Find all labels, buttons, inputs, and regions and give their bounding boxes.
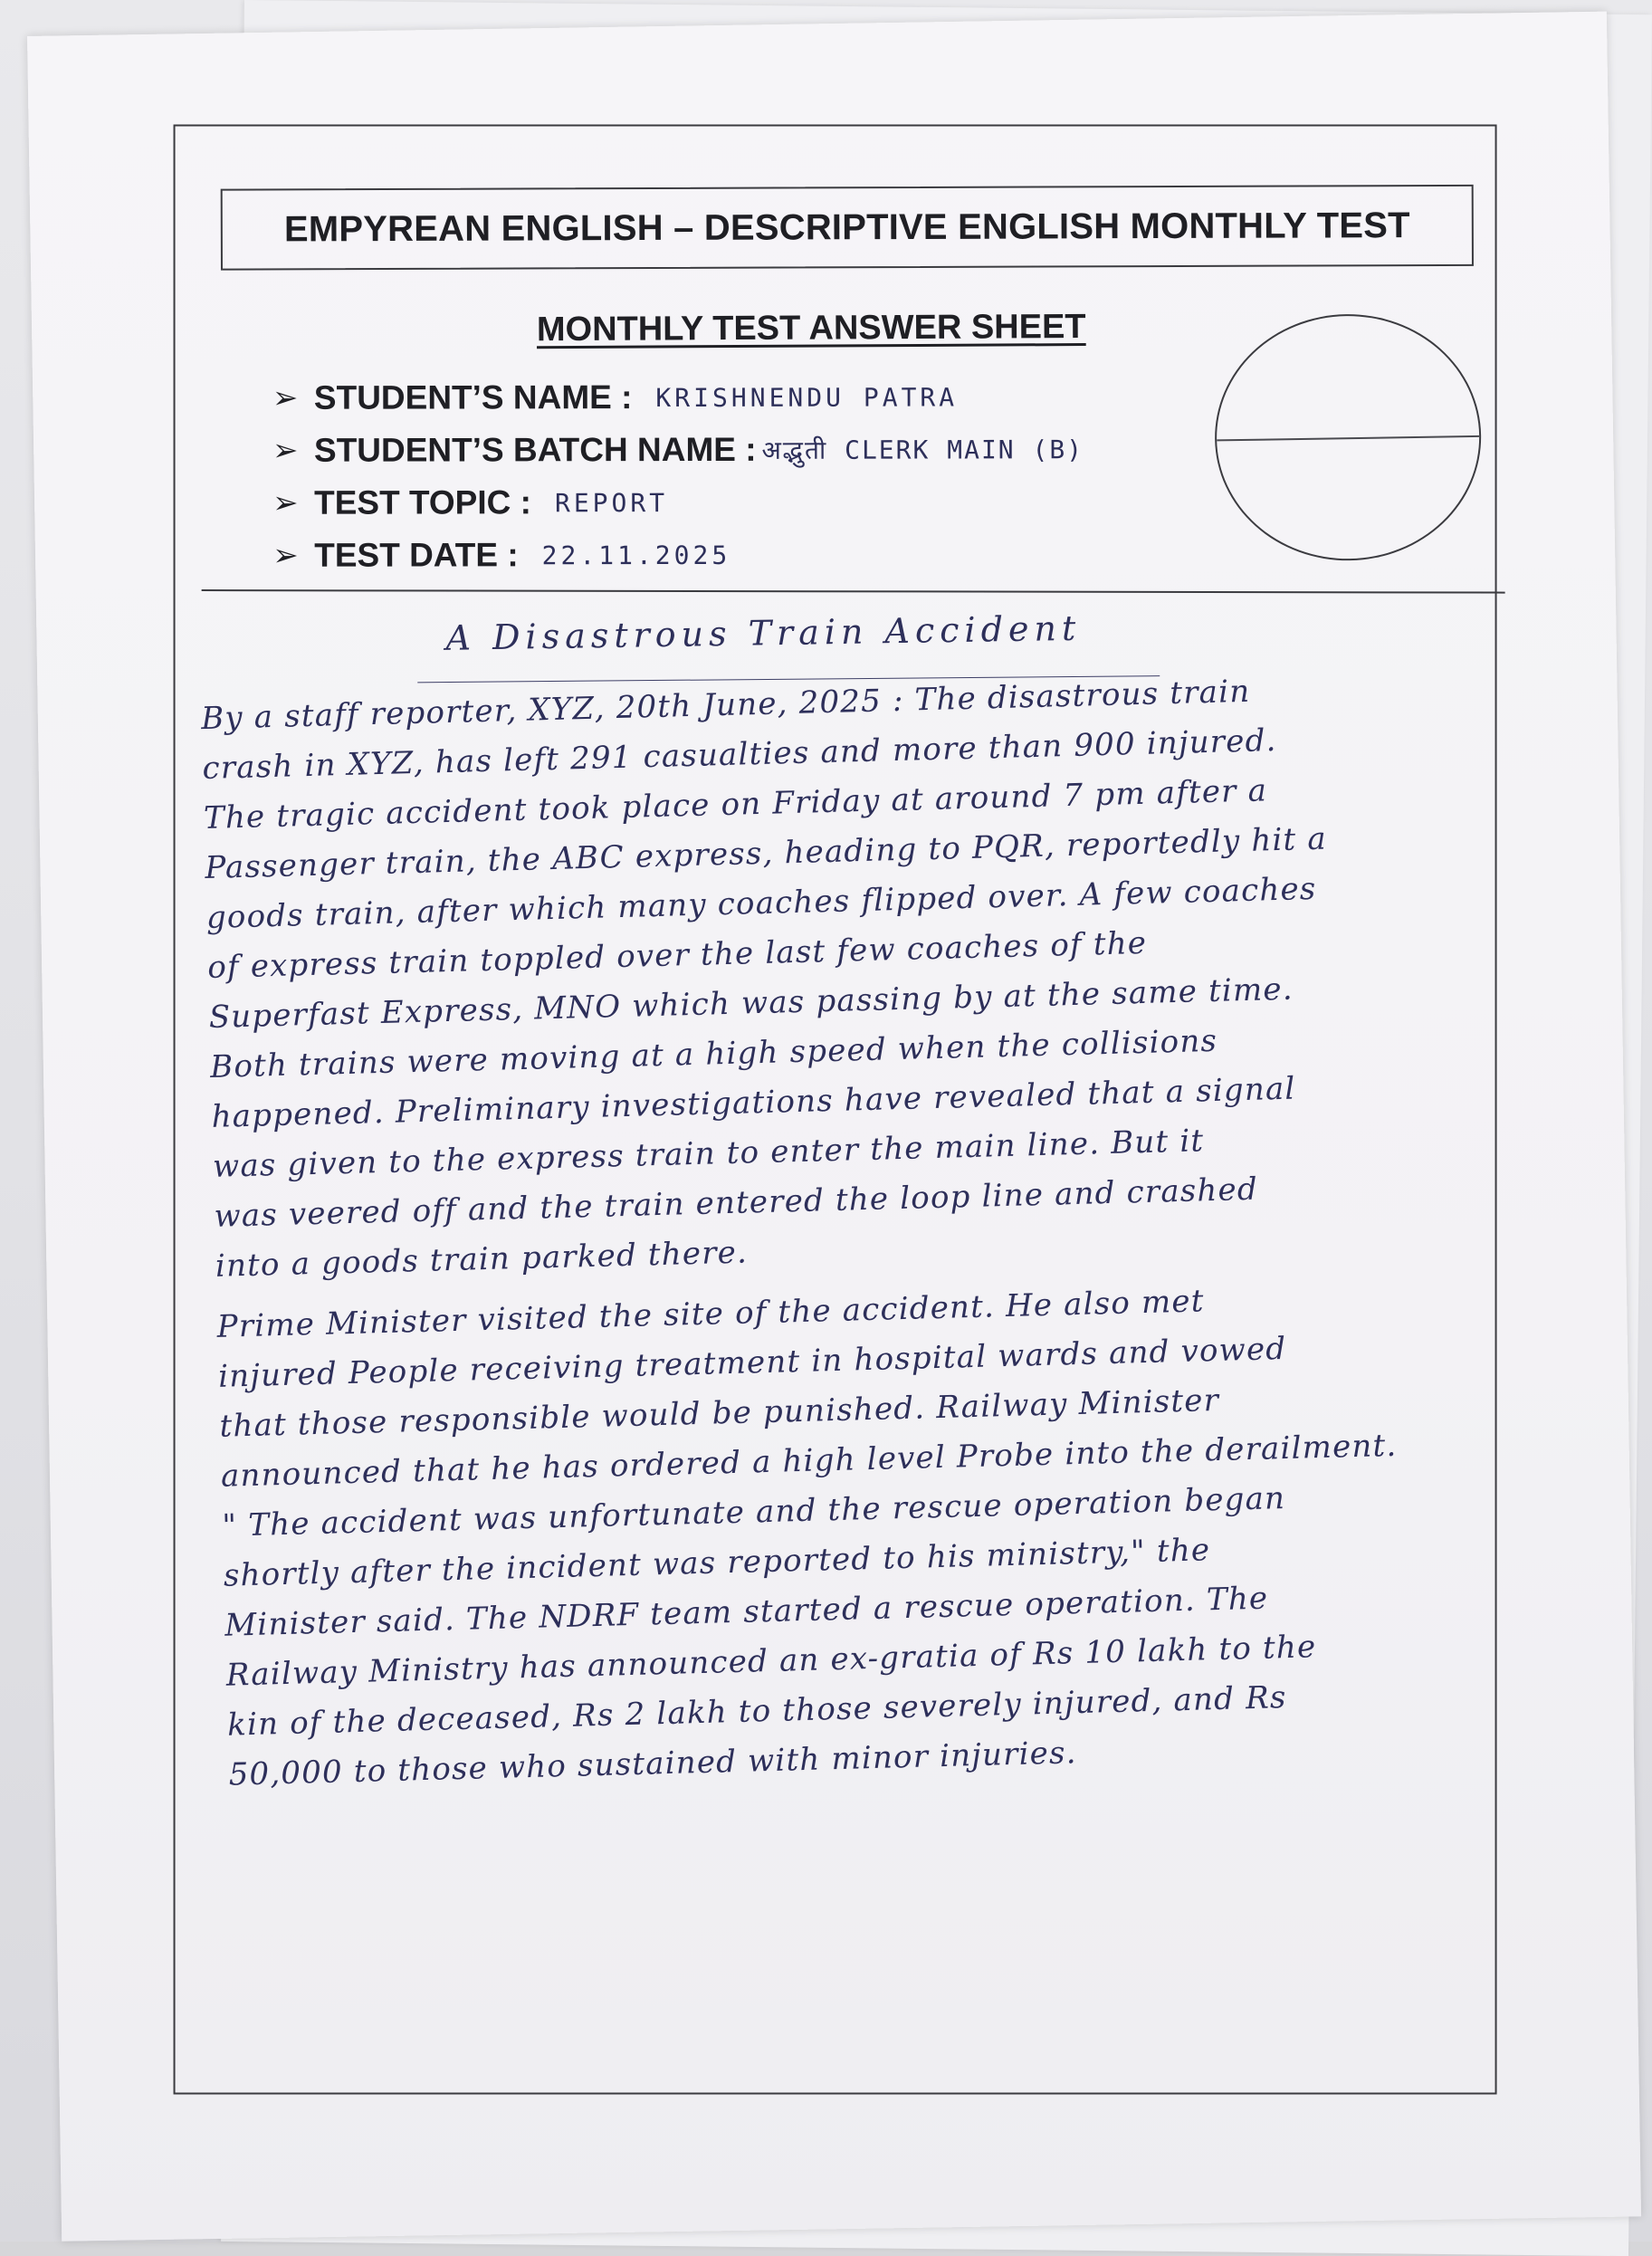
paragraph-2: [216, 1267, 1560, 1800]
text-line: Superfast Express, MNO which was passing by at the same time.: [208, 970, 1294, 1036]
text-line: The tragic accident took place on Friday at around 7 pm after a: [203, 772, 1268, 837]
text-line: that those responsible would be punished. Railway Minister: [219, 1381, 1220, 1445]
text-line: Prime Minister visited the site of the accident. He also met: [216, 1283, 1206, 1345]
field-value: 22.11.2025: [541, 540, 731, 570]
circle-divider: [1217, 435, 1479, 442]
text-line: of express train toppled over the last few coaches of the: [206, 924, 1148, 986]
arrow-bullet-icon: ➢: [272, 433, 299, 468]
answer-sheet-heading: MONTHLY TEST ANSWER SHEET: [536, 308, 1086, 349]
field-label: TEST TOPIC :: [314, 483, 531, 521]
field-value: KRISHNENDU PATRA: [655, 381, 959, 413]
field-test-date: [272, 528, 1223, 582]
text-line: crash in XYZ, has left 291 casualties and more than 900 injured.: [202, 722, 1278, 788]
text-line: Both trains were moving at a high speed when the collisions: [209, 1022, 1218, 1085]
text-line: Railway Ministry has announced an ex-gratia of Rs 10 lakh to the: [225, 1629, 1317, 1694]
field-test-topic: [272, 475, 1223, 530]
text-line: Passenger train, the ABC express, heading to PQR, reportedly hit a: [204, 820, 1328, 887]
text-line: By a staff reporter, XYZ, 20th June, 2025 : The disastrous train: [200, 673, 1251, 738]
text-line: was given to the express train to enter the main line. But it: [212, 1123, 1205, 1185]
text-line: into a goods train parked there.: [215, 1234, 749, 1285]
arrow-bullet-icon: ➢: [272, 538, 299, 573]
answer-sheet: [27, 12, 1641, 2242]
test-title-box: [221, 185, 1474, 271]
field-value: अद्भुती CLERK MAIN (B): [761, 435, 1084, 465]
text-line: 50,000 to those who sustained with minor injuries.: [228, 1735, 1078, 1793]
text-line: announced that he has ordered a high level Probe into the derailment.: [220, 1427, 1398, 1495]
arrow-bullet-icon: ➢: [272, 485, 299, 521]
field-value: REPORT: [554, 487, 669, 518]
essay-title: A Disastrous Train Accident: [445, 607, 1082, 658]
paragraph-1: [200, 660, 1546, 1292]
field-label: STUDENT’S BATCH NAME :: [313, 430, 757, 469]
field-label: STUDENT’S NAME :: [313, 378, 633, 416]
text-line: kin of the deceased, Rs 2 lakh to those severely injured, and Rs: [226, 1679, 1288, 1744]
text-line: was veered off and the train entered the loop line and crashed: [214, 1171, 1259, 1235]
text-line: shortly after the incident was reported to his ministry," the: [223, 1532, 1211, 1594]
text-line: happened. Preliminary investigations have revealed that a signal: [211, 1070, 1296, 1135]
text-line: goods train, after which many coaches flipped over. A few coaches: [205, 870, 1317, 936]
text-line: " The accident was unfortunate and the rescue operation began: [221, 1480, 1286, 1544]
essay-body: [200, 660, 1559, 1801]
student-details: [272, 370, 1223, 582]
field-label: TEST DATE :: [314, 536, 519, 574]
test-title: EMPYREAN ENGLISH – DESCRIPTIVE ENGLISH MONTHLY TEST: [283, 205, 1410, 249]
arrow-bullet-icon: ➢: [272, 380, 299, 416]
text-line: Minister said. The NDRF team started a rescue operation. The: [224, 1580, 1269, 1644]
field-batch-name: [272, 423, 1223, 477]
text-line: injured People receiving treatment in hospital wards and vowed: [217, 1330, 1287, 1395]
field-student-name: [272, 370, 1223, 425]
